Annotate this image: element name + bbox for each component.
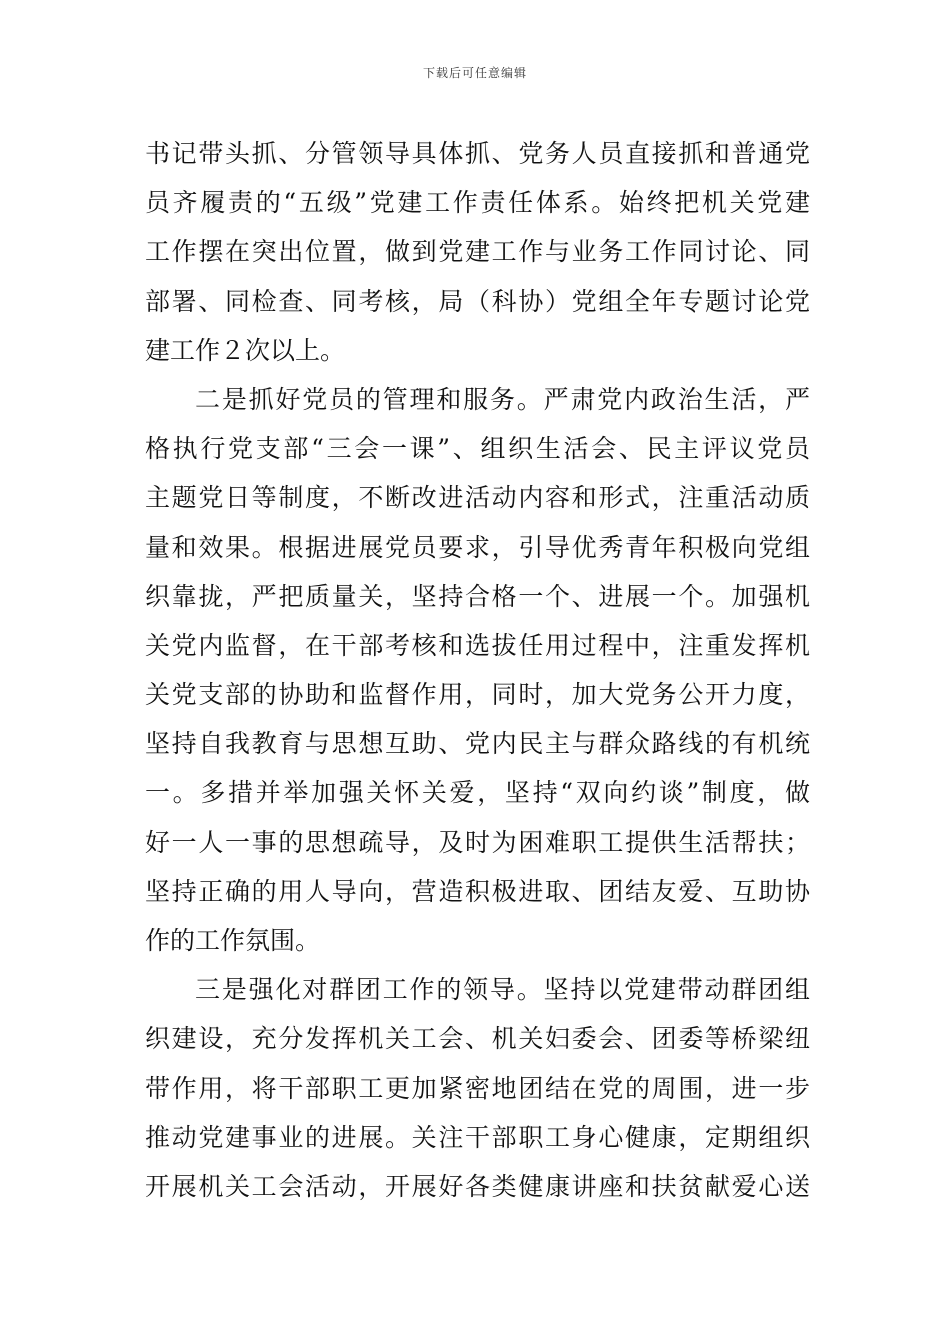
page-header: 下载后可任意编辑: [422, 66, 527, 80]
text-line: 坚持自我教育与思想互助、党内民主与群众路线的有机统: [145, 729, 810, 759]
text-line: 坚持正确的用人导向，营造积极进取、团结友爱、互助协: [145, 876, 810, 906]
text-line: 员齐履责的“五级”党建工作责任体系。始终把机关党建: [145, 188, 810, 218]
paragraph-start-line: 二是抓好党员的管理和服务。严肃党内政治生活，严: [195, 384, 810, 414]
text-line: 好一人一事的思想疏导，及时为困难职工提供生活帮扶；: [145, 827, 810, 857]
text-line: 工作摆在突出位置，做到党建工作与业务工作同讨论、同: [145, 237, 810, 267]
text-line: 一。多措并举加强关怀关爱，坚持“双向约谈”制度，做: [145, 778, 810, 808]
text-line: 书记带头抓、分管领导具体抓、党务人员直接抓和普通党: [145, 139, 810, 168]
text-line: 格执行党支部“三会一课”、组织生活会、民主评议党员: [145, 434, 810, 464]
text-line: 部署、同检查、同考核，局（科协）党组全年专题讨论党: [145, 286, 810, 316]
paragraph-start-line: 三是强化对群团工作的领导。坚持以党建带动群团组: [195, 975, 810, 1005]
text-line: 织靠拢，严把质量关，坚持合格一个、进展一个。加强机: [145, 581, 810, 611]
body-text: [145, 129, 810, 1211]
text-line: 主题党日等制度，不断改进活动内容和形式，注重活动质: [145, 483, 810, 513]
text-line: 关党支部的协助和监督作用，同时，加大党务公开力度，: [145, 680, 810, 710]
text-line: 开展机关工会活动，开展好各类健康讲座和扶贫献爱心送: [145, 1171, 810, 1201]
paragraph-end-line: 建工作２次以上。: [145, 335, 346, 365]
paragraph-end-line: 作的工作氛围。: [145, 926, 321, 955]
text-line: 带作用，将干部职工更加紧密地团结在党的周围，进一步: [145, 1073, 810, 1103]
text-line: 织建设，充分发挥机关工会、机关妇委会、团委等桥梁纽: [145, 1024, 810, 1054]
text-line: 推动党建事业的进展。关注干部职工身心健康，定期组织: [145, 1122, 810, 1152]
text-line: 关党内监督，在干部考核和选拔任用过程中，注重发挥机: [145, 630, 810, 660]
text-line: 量和效果。根据进展党员要求，引导优秀青年积极向党组: [145, 532, 810, 562]
